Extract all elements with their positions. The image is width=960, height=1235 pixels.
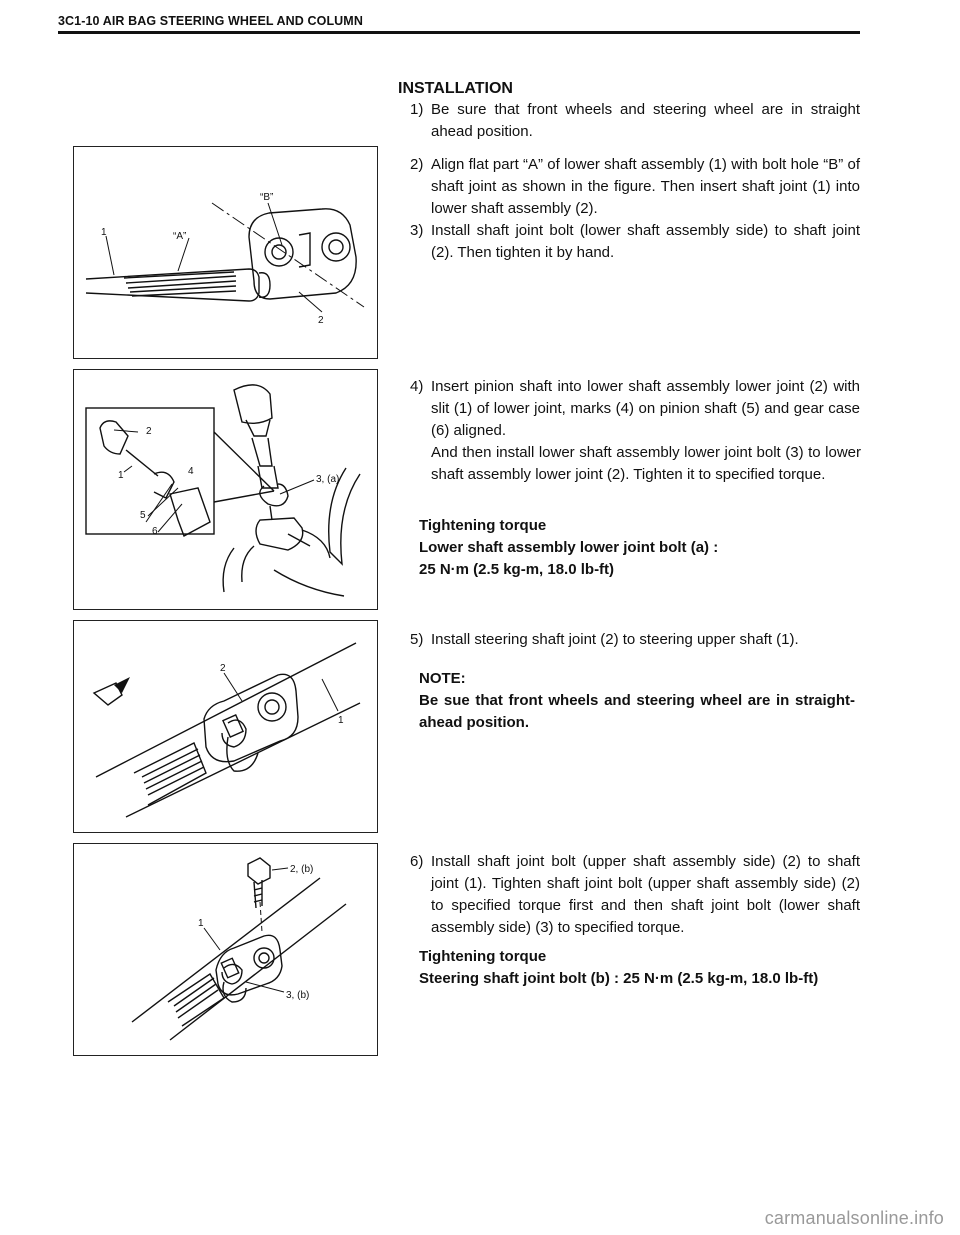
step-1-number: 1) (410, 101, 424, 118)
fig1-label-b: “B” (260, 192, 274, 203)
step-5-number: 5) (410, 631, 424, 648)
step-4-continued: And then install lower shaft assembly lower joint bolt (3) to lower shaft assembly lower joint (2). Tighten it to specified torque. (431, 444, 861, 483)
step-5 (410, 629, 860, 651)
fig3-label-2: 2 (220, 663, 226, 674)
fig1-label-2: 2 (318, 315, 324, 326)
note-text: Be sue that front wheels and steering wheel are in straight-ahead position. (419, 692, 855, 731)
fig4-label-2b: 2, (b) (290, 864, 314, 875)
step-2-number: 2) (410, 156, 424, 173)
fig2-label-4: 4 (188, 466, 194, 477)
fig4-label-1: 1 (198, 918, 204, 929)
fig1-label-1: 1 (101, 227, 107, 238)
torque-2-item: Steering shaft joint bolt (b) : 25 N·m (2.5 kg-m, 18.0 lb-ft) (419, 970, 819, 987)
figure-3-drawing (74, 621, 377, 832)
step-3 (410, 220, 860, 264)
step-6 (410, 851, 860, 939)
fig2-label-3a: 3, (a) (316, 474, 340, 485)
torque-2-heading: Tightening torque (419, 948, 547, 965)
figure-4-joint-bolts (73, 843, 378, 1056)
step-3-text: Install shaft joint bolt (lower shaft assembly side) to shaft joint (2). Then tighten it by hand. (431, 222, 860, 261)
header-rule (58, 31, 860, 34)
step-4-text: Insert pinion shaft into lower shaft assembly lower joint (2) with slit (1) of lower joint, marks (4) on pinion shaft (5) and gear case (6) aligned. (431, 378, 860, 439)
torque-1-item: Lower shaft assembly lower joint bolt (a) : (419, 539, 719, 556)
step-4-number: 4) (410, 378, 424, 395)
step-3-number: 3) (410, 222, 424, 239)
watermark: carmanualsonline.info (764, 1208, 944, 1228)
figure-2-pinion-shaft (73, 369, 378, 610)
step-1 (410, 99, 860, 143)
step-2 (410, 154, 860, 220)
figure-4-drawing (74, 844, 377, 1055)
fig2-label-2: 2 (146, 426, 152, 437)
figure-2-drawing (74, 370, 377, 609)
torque-1-value: 25 N·m (2.5 kg-m, 18.0 lb-ft) (419, 561, 615, 578)
figure-1-drawing (74, 147, 377, 358)
fig3-label-1: 1 (338, 715, 344, 726)
step-2-text: Align flat part “A” of lower shaft assembly (1) with bolt hole “B” of shaft joint as shown in the figure. Then insert shaft joint (1) into lower shaft assembly (2). (431, 156, 860, 217)
torque-1-heading: Tightening torque (419, 517, 547, 534)
fig4-label-3b: 3, (b) (286, 990, 310, 1001)
figure-1-shaft-joint (73, 146, 378, 359)
step-6-text: Install shaft joint bolt (upper shaft assembly side) (2) to shaft joint (1). Tighten shaft joint bolt (upper shaft assembly side) (2) to specified torque first and then shaft joint bolt (lower shaft assembly side) (3) to specified torque. (431, 853, 860, 936)
fig2-label-5: 5 (140, 510, 146, 521)
step-6-number: 6) (410, 853, 424, 870)
step-1-text: Be sure that front wheels and steering wheel are in straight ahead position. (431, 101, 860, 140)
figure-3-upper-shaft (73, 620, 378, 833)
section-title: INSTALLATION (398, 80, 513, 97)
note-label: NOTE: (419, 670, 466, 687)
step-5-text: Install steering shaft joint (2) to steering upper shaft (1). (431, 631, 799, 648)
fig2-label-6: 6 (152, 526, 158, 537)
page-header-title: 3C1-10 AIR BAG STEERING WHEEL AND COLUMN (58, 14, 363, 28)
fig1-label-a: “A” (173, 231, 187, 242)
fig2-label-1: 1 (118, 470, 124, 481)
step-4 (410, 376, 860, 442)
